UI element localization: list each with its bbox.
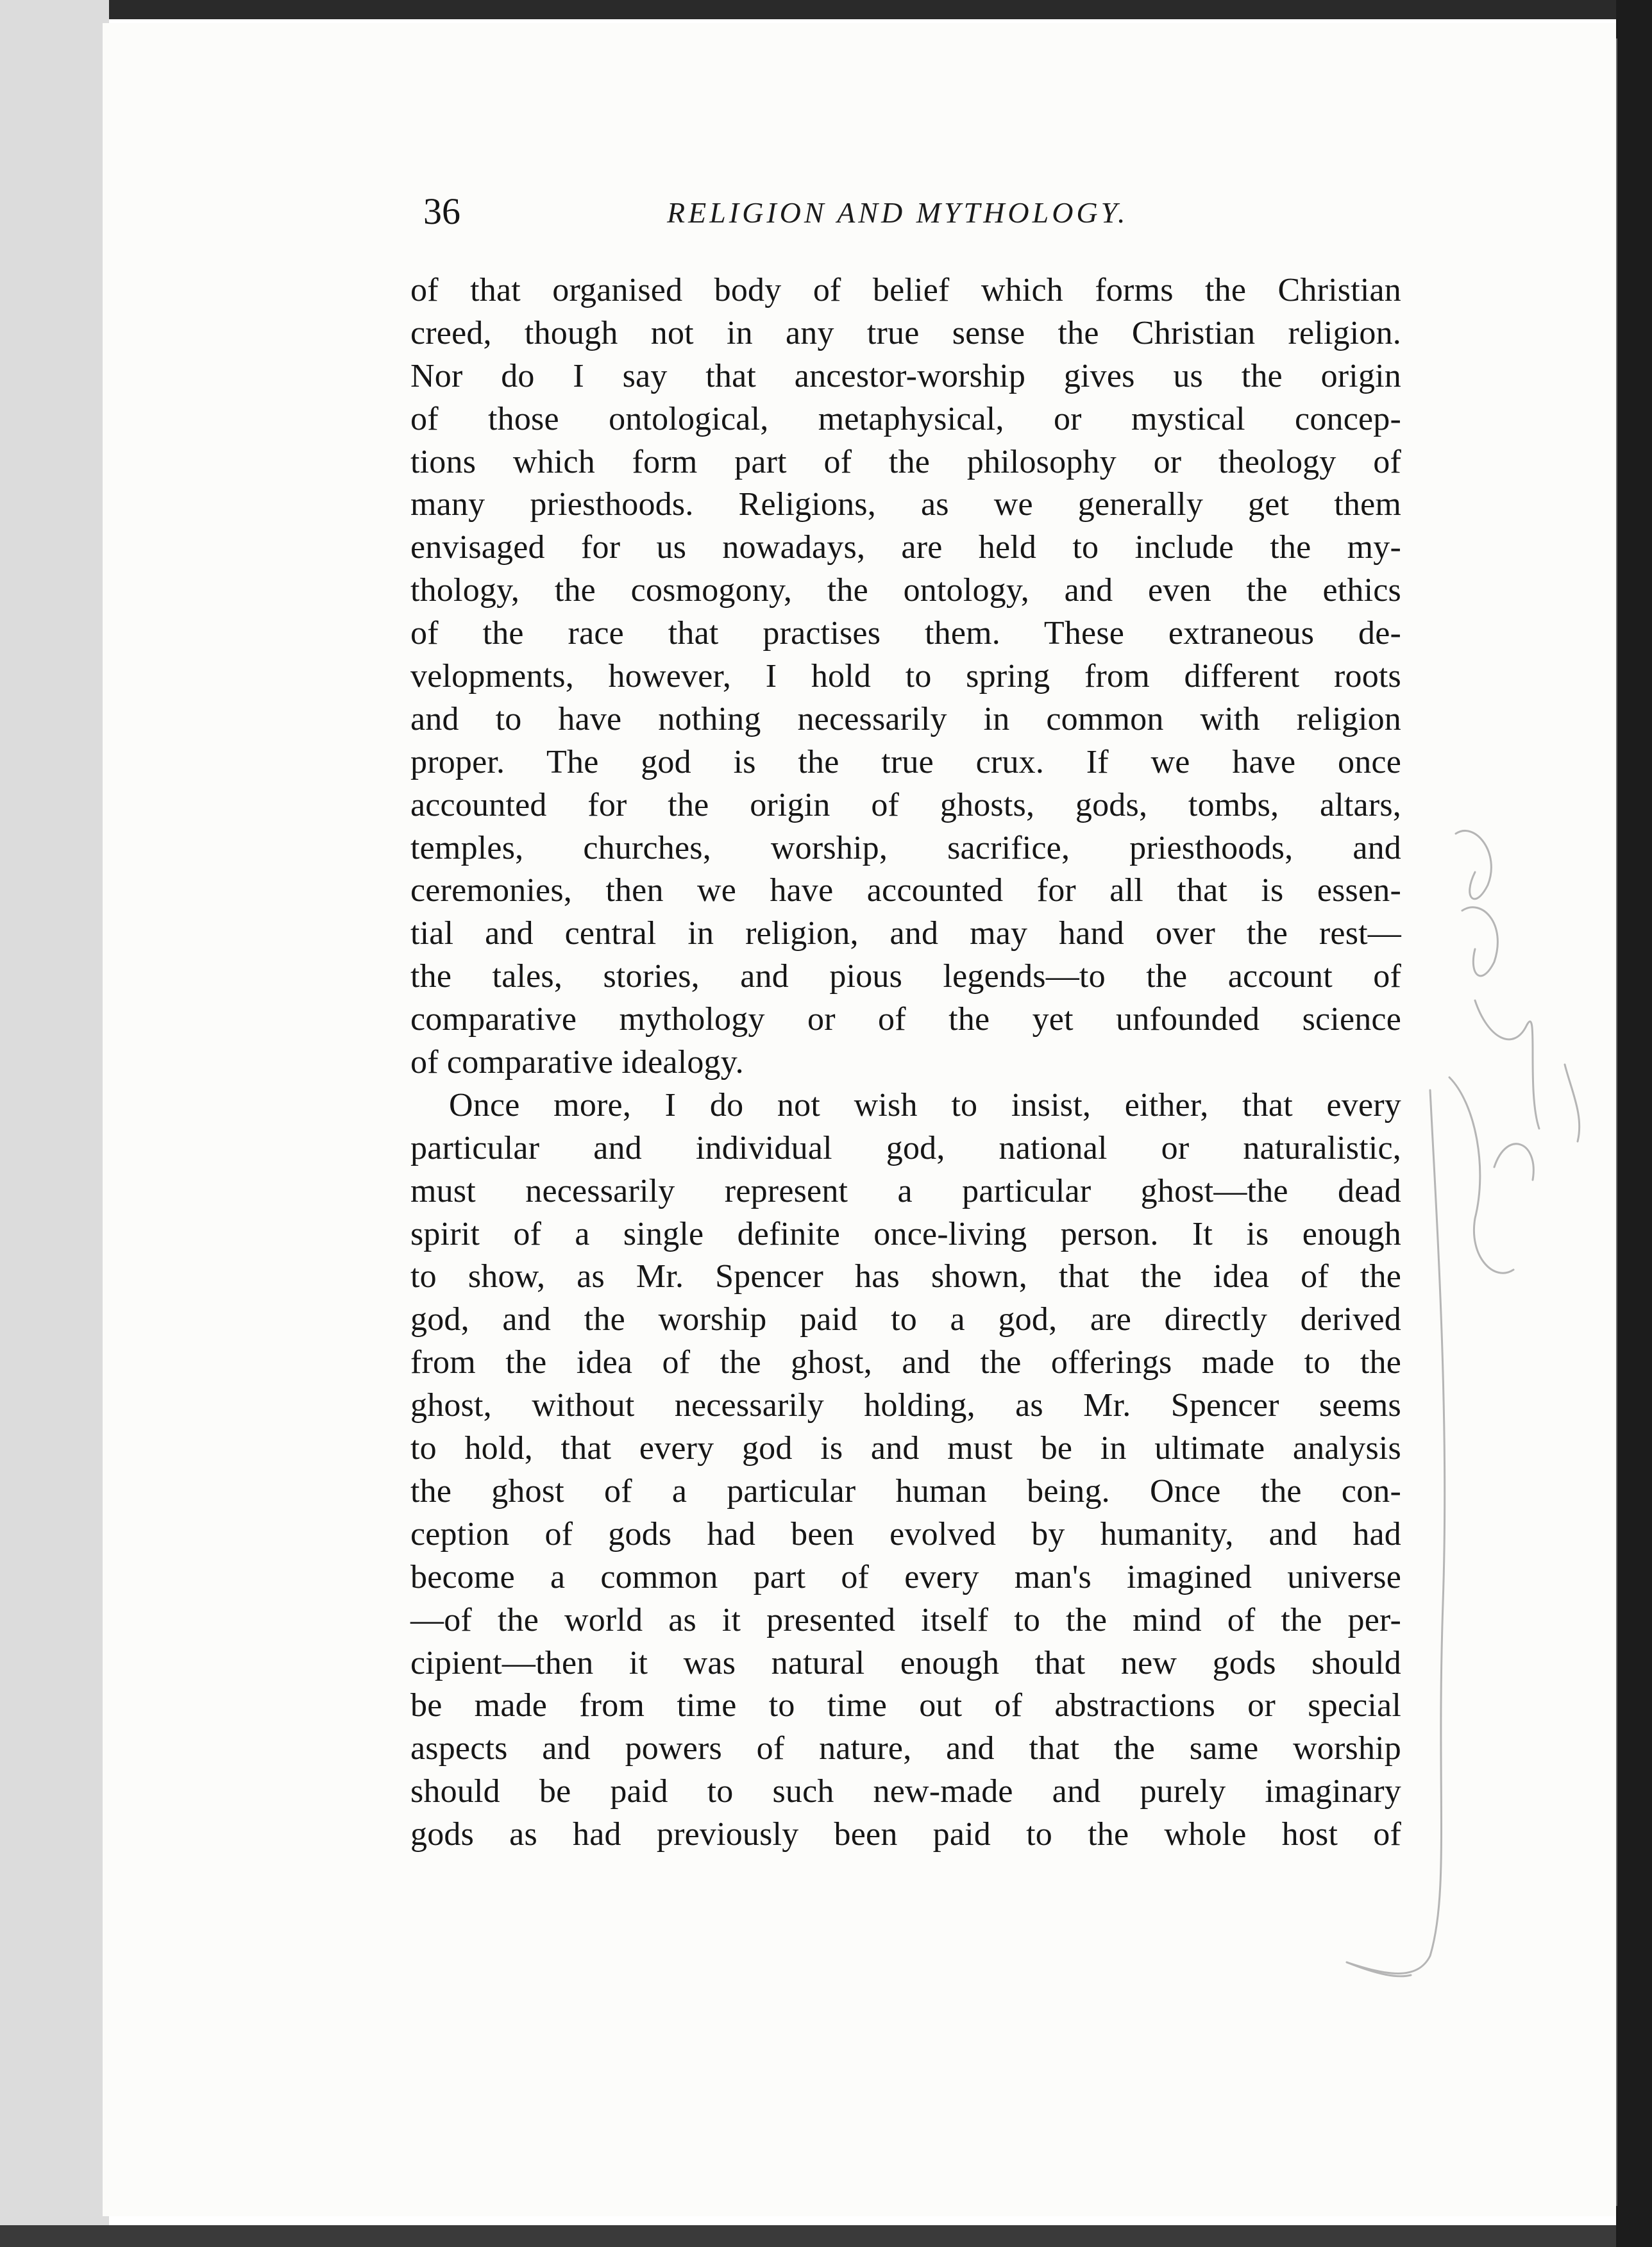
text-line: comparative mythology or of the yet unfounded science bbox=[410, 1001, 1401, 1038]
text-line: temples, churches, worship, sacrifice, priesthoods, and bbox=[410, 829, 1401, 866]
text-line: —of the world as it presented itself to the mind of the per- bbox=[410, 1601, 1401, 1638]
text-line: should be paid to such new-made and purely imaginary bbox=[410, 1773, 1401, 1810]
text-line: of those ontological, metaphysical, or mystical concep- bbox=[410, 400, 1401, 437]
text-line: of that organised body of belief which forms the Christian bbox=[410, 272, 1401, 308]
paragraph-2 bbox=[410, 1084, 1401, 1856]
text-line: must necessarily represent a particular ghost—the dead bbox=[410, 1172, 1401, 1209]
running-head: RELIGION AND MYTHOLOGY. bbox=[667, 196, 1129, 229]
text-line: many priesthoods. Religions, as we generally get them bbox=[410, 486, 1401, 523]
text-line: velopments, however, I hold to spring from different roots bbox=[410, 658, 1401, 695]
page-number: 36 bbox=[423, 190, 460, 232]
text-line: tions which form part of the philosophy or theology of bbox=[410, 443, 1401, 480]
page-header bbox=[423, 186, 1398, 237]
text-line: of comparative idealogy. bbox=[410, 1044, 744, 1081]
text-line: ception of gods had been evolved by humanity, and had bbox=[410, 1515, 1401, 1553]
text-line: the ghost of a particular human being. Once the con- bbox=[410, 1472, 1401, 1510]
text-line: god, and the worship paid to a god, are directly derived bbox=[410, 1301, 1401, 1338]
text-line: ghost, without necessarily holding, as Mr. Spencer seems bbox=[410, 1387, 1401, 1424]
text-line: to hold, that every god is and must be in ultimate analysis bbox=[410, 1430, 1401, 1467]
text-line: from the idea of the ghost, and the offerings made to the bbox=[410, 1344, 1401, 1381]
text-line: the tales, stories, and pious legends—to the account of bbox=[410, 958, 1401, 995]
text-line: spirit of a single definite once-living person. It is enough bbox=[410, 1215, 1401, 1252]
paragraph-1 bbox=[410, 269, 1401, 1084]
text-line: cipient—then it was natural enough that new gods should bbox=[410, 1644, 1401, 1681]
text-line: gods as had previously been paid to the whole host of bbox=[410, 1816, 1401, 1853]
text-line: envisaged for us nowadays, are held to include the my- bbox=[410, 529, 1401, 566]
text-line: be made from time to time out of abstractions or special bbox=[410, 1687, 1401, 1724]
text-line: thology, the cosmogony, the ontology, and even the ethics bbox=[410, 572, 1401, 609]
text-line: ceremonies, then we have accounted for all that is essen- bbox=[410, 872, 1401, 909]
text-line: tial and central in religion, and may hand over the rest— bbox=[410, 915, 1401, 952]
text-line: Nor do I say that ancestor-worship gives us the origin bbox=[410, 357, 1401, 394]
text-line: and to have nothing necessarily in common with religion bbox=[410, 700, 1401, 737]
text-line: to show, as Mr. Spencer has shown, that the idea of the bbox=[410, 1258, 1401, 1295]
text-line: become a common part of every man's imagined universe bbox=[410, 1558, 1401, 1595]
text-line: accounted for the origin of ghosts, gods, tombs, altars, bbox=[410, 786, 1401, 823]
text-line: of the race that practises them. These extraneous de- bbox=[410, 615, 1401, 652]
text-line: proper. The god is the true crux. If we have once bbox=[410, 743, 1401, 780]
body-text bbox=[410, 269, 1401, 1856]
text-line: particular and individual god, national or naturalistic, bbox=[410, 1129, 1401, 1166]
text-line: Once more, I do not wish to insist, either, that every bbox=[449, 1086, 1401, 1124]
text-line: aspects and powers of nature, and that the same worship bbox=[410, 1730, 1401, 1767]
text-line: creed, though not in any true sense the Christian religion. bbox=[410, 314, 1401, 351]
